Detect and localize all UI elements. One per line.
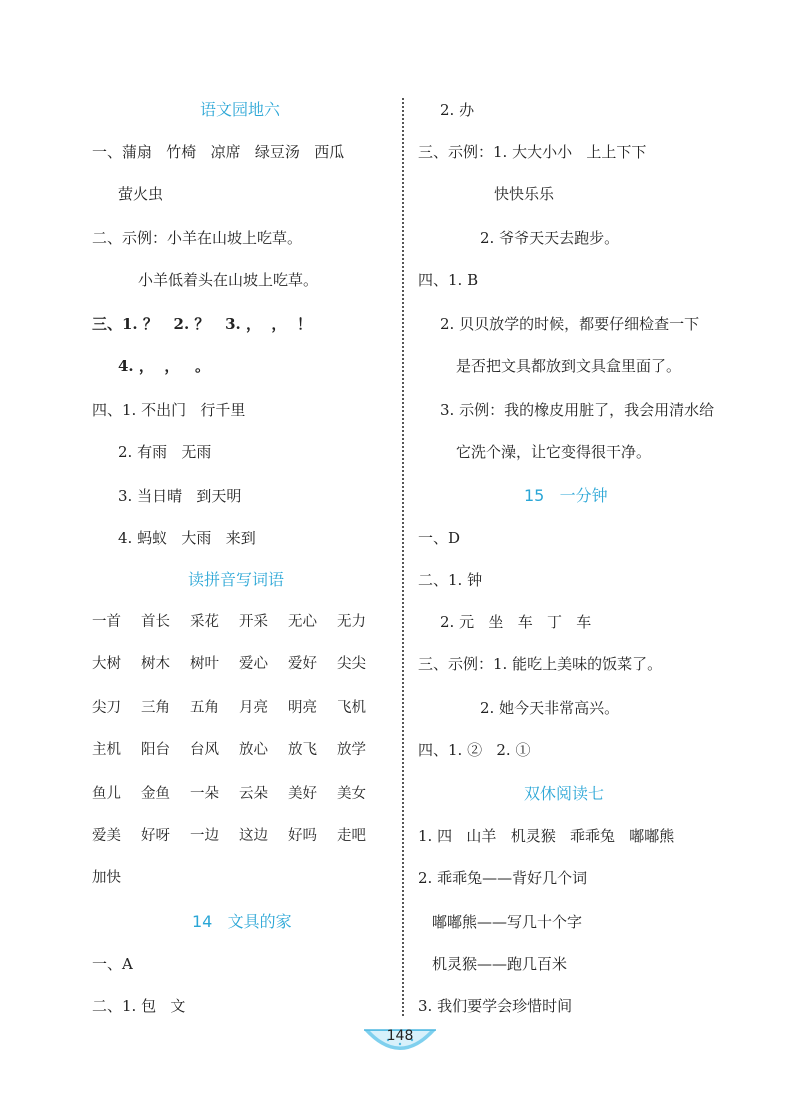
word-cell: 放心: [239, 742, 268, 758]
word-cell: 阳台: [141, 742, 170, 758]
answer-line: 2. 她今天非常高兴。: [480, 699, 620, 717]
word-cell: 树叶: [190, 656, 219, 672]
word-cell: 无力: [337, 614, 366, 630]
answer-line: 三、示例：1. 能吃上美味的饭菜了。: [418, 655, 663, 673]
word-cell: 明亮: [288, 700, 317, 716]
word-cell: 三角: [141, 700, 170, 716]
word-cell: 飞机: [337, 700, 366, 716]
answer-line: 3. 示例：我的橡皮用脏了，我会用清水给: [440, 401, 715, 419]
answer-line: 四、1. 不出门 行千里: [92, 401, 246, 419]
word-cell: 无心: [288, 614, 317, 630]
answer-line: 3. 当日晴 到天明: [118, 487, 242, 505]
answer-line: 2. 乖乖兔——背好几个词: [418, 869, 588, 887]
answer-line: 1. 四 山羊 机灵猴 乖乖兔 嘟嘟熊: [418, 827, 675, 845]
word-cell: 大树: [92, 656, 121, 672]
word-row: [92, 740, 392, 760]
word-cell: 一朵: [190, 786, 219, 802]
answer-line: 二、1. 钟: [418, 571, 483, 589]
word-cell: 首长: [141, 614, 170, 630]
word-cell: 尖尖: [337, 656, 366, 672]
answer-line: 2. 办: [440, 101, 475, 119]
word-cell: 放学: [337, 742, 366, 758]
answer-line: 它洗个澡，让它变得很干净。: [456, 443, 652, 461]
word-row: [92, 784, 392, 804]
word-cell: 爱心: [239, 656, 268, 672]
answer-line: 4. ， ， 。: [118, 357, 210, 375]
column-divider: [402, 98, 404, 1016]
answer-line: 小羊低着头在山坡上吃草。: [138, 271, 319, 289]
word-cell: 好吗: [288, 828, 317, 844]
answer-line: 一、蒲扇 竹椅 凉席 绿豆汤 西瓜: [92, 143, 345, 161]
word-cell: 爱美: [92, 828, 121, 844]
answer-line: 三、1. ？ 2. ？ 3. ， ， ！: [92, 315, 312, 333]
word-cell: 采花: [190, 614, 219, 630]
section-heading: 14 文具的家: [192, 912, 292, 931]
answer-line: 一、D: [418, 529, 461, 547]
answer-line: 是否把文具都放到文具盒里面了。: [456, 357, 682, 375]
answer-line: 3. 我们要学会珍惜时间: [418, 997, 573, 1015]
word-cell: 一首: [92, 614, 121, 630]
section-heading: 15 一分钟: [524, 486, 608, 505]
word-cell: 树木: [141, 656, 170, 672]
word-cell: 台风: [190, 742, 219, 758]
answer-line: 三、示例：1. 大大小小 上上下下: [418, 143, 647, 161]
answer-line: 一、A: [92, 955, 133, 973]
page-number: 148: [386, 1028, 414, 1044]
answer-line: 2. 有雨 无雨: [118, 443, 212, 461]
word-cell: 金鱼: [141, 786, 170, 802]
answer-line: 四、1. B: [418, 271, 479, 289]
answer-line: 嘟嘟熊——写几十个字: [432, 913, 583, 931]
word-cell: 放飞: [288, 742, 317, 758]
word-cell: 好呀: [141, 828, 170, 844]
word-cell: 五角: [190, 700, 219, 716]
word-cell: 这边: [239, 828, 268, 844]
answer-line: 2. 贝贝放学的时候，都要仔细检查一下: [440, 315, 700, 333]
word-cell: 美好: [288, 786, 317, 802]
word-row: [92, 698, 392, 718]
answer-line: 2. 元 坐 车 丁 车: [440, 613, 592, 631]
answer-line: 二、1. 包 文: [92, 997, 186, 1015]
answer-line: 机灵猴——跑几百米: [432, 955, 568, 973]
word-cell: 开采: [239, 614, 268, 630]
page-number-badge: [360, 1024, 440, 1060]
word-cell: 一边: [190, 828, 219, 844]
word-cell: 月亮: [239, 700, 268, 716]
answer-line: 二、示例：小羊在山坡上吃草。: [92, 229, 303, 247]
answer-line: 四、1. ② 2. ①: [418, 741, 531, 759]
section-heading: 语文园地六: [200, 100, 281, 119]
word-row: [92, 612, 392, 632]
answer-line: 快快乐乐: [494, 185, 555, 203]
word-cell: 加快: [92, 870, 121, 886]
word-cell: 尖刀: [92, 700, 121, 716]
section-heading: 读拼音写词语: [188, 570, 285, 589]
section-heading: 双休阅读七: [524, 784, 605, 803]
word-cell: 云朵: [239, 786, 268, 802]
word-row: [92, 654, 392, 674]
answer-line: 萤火虫: [118, 185, 164, 203]
word-cell: 主机: [92, 742, 121, 758]
word-cell: 爱好: [288, 656, 317, 672]
word-row: [92, 826, 392, 846]
word-cell: 鱼儿: [92, 786, 121, 802]
word-cell: 走吧: [337, 828, 366, 844]
word-row: [92, 868, 392, 888]
answer-line: 2. 爷爷天天去跑步。: [480, 229, 620, 247]
answer-line: 4. 蚂蚁 大雨 来到: [118, 529, 256, 547]
word-cell: 美女: [337, 786, 366, 802]
